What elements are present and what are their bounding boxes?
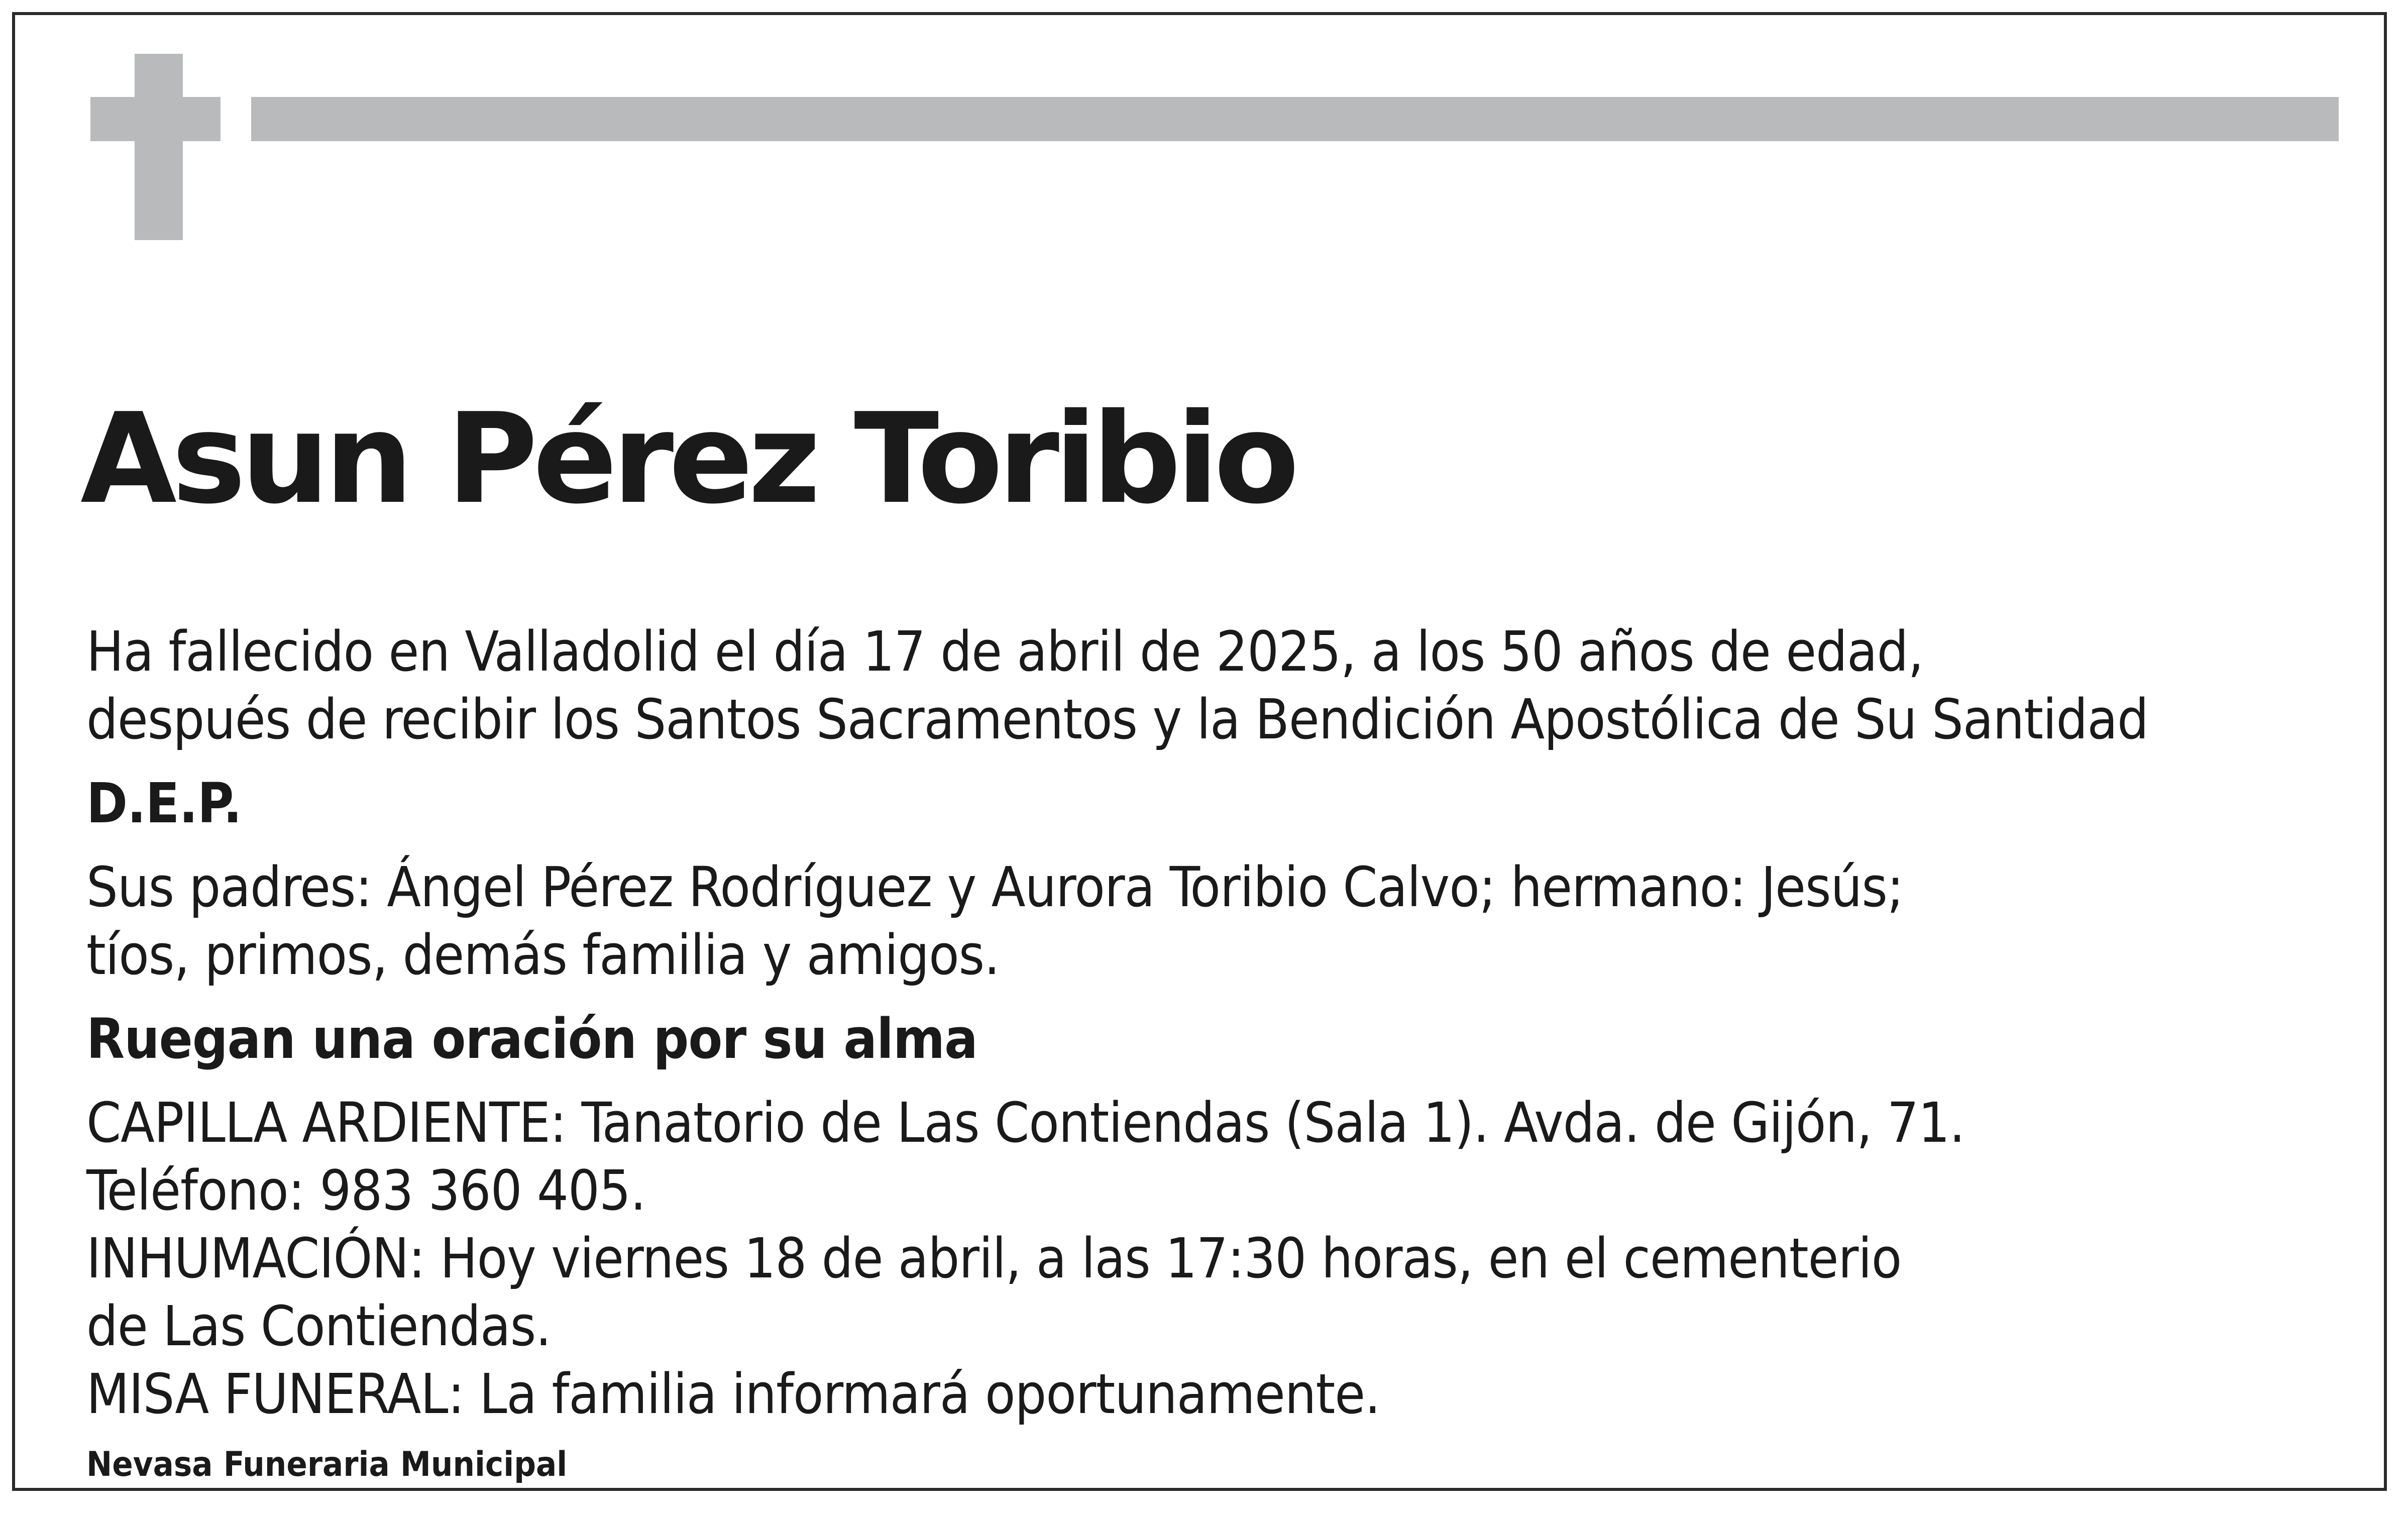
- arrangements-line: CAPILLA ARDIENTE: Tanatorio de Las Contiendas (Sala 1). Avda. de Gijón, 71.: [86, 1091, 1965, 1155]
- dep-heading: D.E.P.: [86, 771, 242, 835]
- family-line: tíos, primos, demás familia y amigos.: [86, 923, 1000, 987]
- cross-horizontal-bar: [90, 97, 221, 141]
- header-rule: [251, 97, 2339, 141]
- death-notice-line: después de recibir los Santos Sacramentos y la Bendición Apostólica de Su Santidad: [86, 687, 2148, 751]
- prayer-request-heading: Ruegan una oración por su alma: [86, 1007, 977, 1071]
- notice-body: [86, 618, 2337, 1487]
- death-notice-line: Ha fallecido en Valladolid el día 17 de abril de 2025, a los 50 años de edad,: [86, 619, 1923, 684]
- family-text: [86, 853, 2337, 989]
- arrangements-text: [86, 1089, 2337, 1428]
- arrangements-line: MISA FUNERAL: La familia informará oportunamente.: [86, 1362, 1380, 1426]
- arrangements-line: de Las Contiendas.: [86, 1294, 551, 1358]
- arrangements-line: Teléfono: 983 360 405.: [86, 1158, 646, 1223]
- family-line: Sus padres: Ángel Pérez Rodríguez y Aurora Toribio Calvo; hermano: Jesús;: [86, 855, 1904, 919]
- funeral-home-signature: Nevasa Funeraria Municipal: [86, 1445, 568, 1484]
- death-notice-text: [86, 618, 2337, 753]
- cross-vertical-bar: [135, 54, 183, 240]
- arrangements-line: INHUMACIÓN: Hoy viernes 18 de abril, a las 17:30 horas, en el cementerio: [86, 1226, 1902, 1290]
- deceased-name: Asun Pérez Toribio: [80, 387, 1294, 531]
